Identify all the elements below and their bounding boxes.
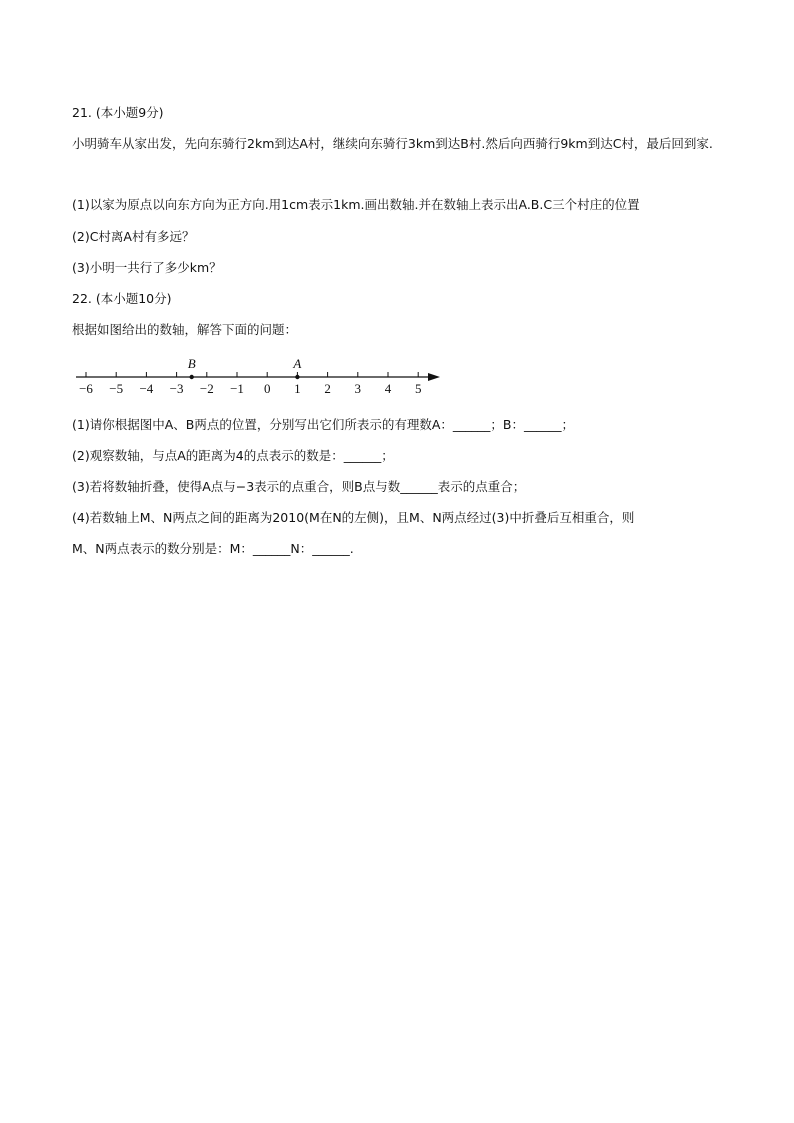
number-line-figure [66,350,456,406]
q22-part4-line1: (4)若数轴上M、N两点之间的距离为2010(M在N的左侧)，且M、N两点经过(3)中折叠后互相重合，则 [72,510,635,525]
q21-part3: (3)小明一共行了多少km？ [72,260,222,275]
number-line-tick-label: 2 [324,381,331,396]
number-line-arrowhead [428,373,440,381]
number-line-tick-label: 3 [354,381,362,396]
q22-part1: (1)请你根据图中A、B两点的位置，分别写出它们所表示的有理数A：______；B：______； [72,417,574,432]
number-line-tick-label: −6 [79,381,93,396]
q22-part2: (2)观察数轴，与点A的距离为4的点表示的数是：______； [72,448,394,463]
q22-part3: (3)若将数轴折叠，使得A点与−3表示的点重合，则B点与数______表示的点重合； [72,479,526,494]
number-line-tick-label: −2 [199,381,214,396]
number-line-tick-label: −5 [109,381,124,396]
number-line-tick-label: 1 [294,381,301,396]
point-a-dot [295,375,299,379]
q21-heading: 21. (本小题9分) [72,105,164,120]
number-line-tick-label: −4 [139,381,154,396]
q21-part2: (2)C村离A村有多远？ [72,229,195,244]
q21-intro: 小明骑车从家出发，先向东骑行2km到达A村，继续向东骑行3km到达B村.然后向西骑行9km到达C村，最后回到家. [72,136,713,151]
number-line-tick-label: −3 [169,381,184,396]
q21-part1: (1)以家为原点以向东方向为正方向.用1cm表示1km.画出数轴.并在数轴上表示出A.B.C三个村庄的位置 [72,197,640,212]
number-line-svg [66,350,456,406]
point-b-label: B [187,356,196,371]
number-line-tick-label: 5 [414,381,422,396]
number-line-tick-label: 0 [263,381,271,396]
q22-part4-line2: M、N两点表示的数分别是：M：______N：______. [72,541,354,556]
q22-heading: 22. (本小题10分) [72,291,172,306]
point-a-label: A [293,356,302,371]
point-b-dot [190,375,194,379]
number-line-tick-label: 4 [384,381,392,396]
q22-intro: 根据如图给出的数轴，解答下面的问题： [72,322,298,337]
number-line-tick-label: −1 [230,381,244,396]
